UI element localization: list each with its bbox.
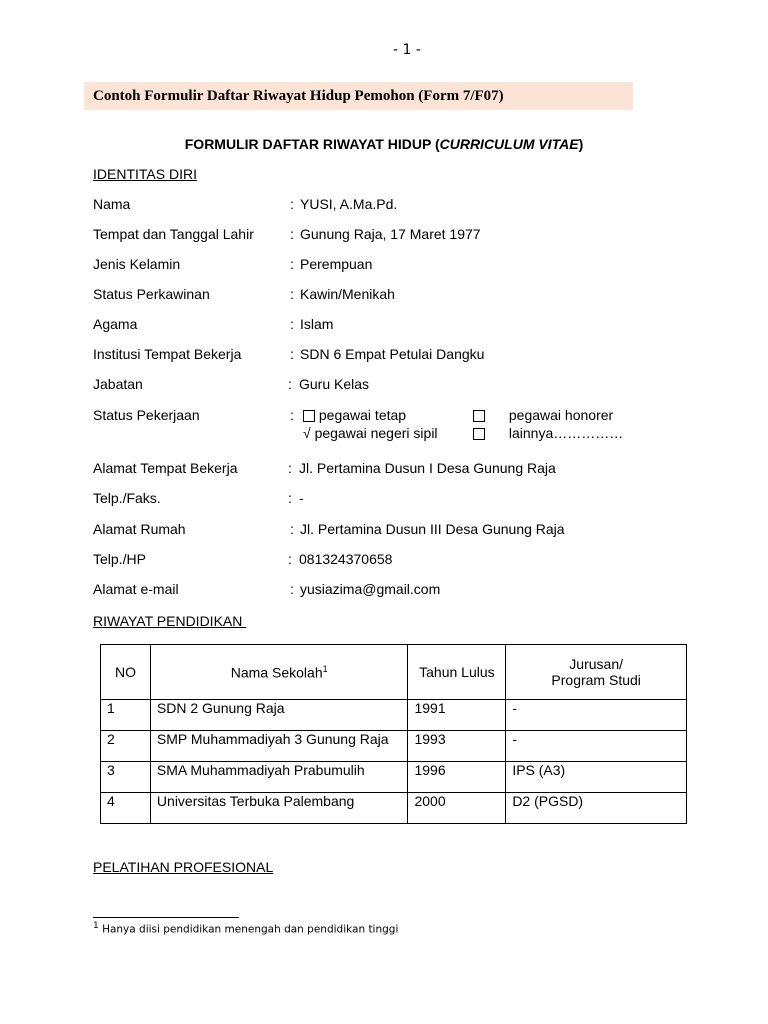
form-title-italic: CURRICULUM VITAE xyxy=(439,136,579,152)
email-label: Alamat e-mail xyxy=(93,581,179,597)
table-row xyxy=(101,793,687,824)
form-title-prefix: FORMULIR DAFTAR RIWAYAT HIDUP ( xyxy=(184,136,440,152)
jk-colon: : xyxy=(290,256,294,272)
nama-label: Nama xyxy=(93,196,131,212)
jabatan-label: Jabatan xyxy=(93,376,143,392)
footnote-ref: 1 xyxy=(322,663,328,674)
form-title xyxy=(0,136,768,152)
jabatan-value: Guru Kelas xyxy=(299,376,370,392)
cell-nama-sekolah: Universitas Terbuka Palembang xyxy=(150,793,408,824)
cell-nama-sekolah: SMP Muhammadiyah 3 Gunung Raja xyxy=(150,731,408,762)
status-pekerjaan-label: Status Pekerjaan xyxy=(93,407,200,423)
option-pns-label: √ pegawai negeri sipil xyxy=(303,425,438,441)
institusi-value: SDN 6 Empat Petulai Dangku xyxy=(300,346,485,362)
cell-no: 1 xyxy=(101,700,151,731)
cell-nama-sekolah: SDN 2 Gunung Raja xyxy=(150,700,408,731)
cell-tahun: 2000 xyxy=(408,793,506,824)
option-lainnya-label: lainnya…………… xyxy=(508,425,624,441)
status-kawin-value: Kawin/Menikah xyxy=(300,286,395,302)
header-jurusan xyxy=(506,645,687,700)
status-kawin-label: Status Perkawinan xyxy=(93,286,210,302)
option-pegawai-honorer-label: pegawai honorer xyxy=(508,407,614,423)
cell-nama-sekolah: SMA Muhammadiyah Prabumulih xyxy=(150,762,408,793)
page-number: - 1 - xyxy=(393,42,421,58)
table-row xyxy=(101,762,687,793)
telp-faks-label: Telp./Faks. xyxy=(93,490,161,506)
alamat-kerja-label: Alamat Tempat Bekerja xyxy=(93,460,238,476)
jk-label: Jenis Kelamin xyxy=(93,256,181,272)
ttl-colon: : xyxy=(290,226,294,242)
education-heading: RIWAYAT PENDIDIKAN xyxy=(93,613,247,629)
jk-value: Perempuan xyxy=(300,256,373,272)
telp-faks-value: - xyxy=(299,490,304,506)
cell-no: 3 xyxy=(101,762,151,793)
telp-hp-label: Telp./HP xyxy=(93,551,146,567)
option-pegawai-honorer xyxy=(473,407,613,423)
header-nama-sekolah-label: Nama Sekolah xyxy=(230,664,323,681)
education-table xyxy=(100,644,687,824)
agama-value: Islam xyxy=(300,316,334,332)
ttl-value: Gunung Raja, 17 Maret 1977 xyxy=(300,226,481,242)
alamat-rumah-label: Alamat Rumah xyxy=(93,521,186,537)
nama-value: YUSI, A.Ma.Pd. xyxy=(300,196,398,212)
institusi-colon: : xyxy=(290,346,294,362)
nama-colon: : xyxy=(290,196,294,212)
agama-label: Agama xyxy=(93,316,138,332)
status-kawin-colon: : xyxy=(290,286,294,302)
training-heading: PELATIHAN PROFESIONAL xyxy=(93,859,274,875)
agama-colon: : xyxy=(290,316,294,332)
footnote-divider xyxy=(93,917,239,918)
cell-tahun: 1996 xyxy=(408,762,506,793)
header-jurusan-line1: Jurusan/ xyxy=(569,656,623,672)
table-row xyxy=(101,700,687,731)
option-pegawai-tetap xyxy=(303,407,406,423)
email-value: yusiazima@gmail.com xyxy=(300,581,441,597)
checkbox-icon xyxy=(473,410,485,422)
option-lainnya xyxy=(473,425,623,441)
cell-jurusan: - xyxy=(506,700,687,731)
cell-jurusan: IPS (A3) xyxy=(506,762,687,793)
status-pekerjaan-colon: : xyxy=(290,407,294,423)
cell-no: 4 xyxy=(101,793,151,824)
footnote-text: Hanya diisi pendidikan menengah dan pendidikan tinggi xyxy=(98,923,399,936)
telp-faks-colon: : xyxy=(288,490,292,506)
form-code-banner-text: Contoh Formulir Daftar Riwayat Hidup Pemohon (Form 7/F07) xyxy=(93,88,504,104)
alamat-kerja-value: Jl. Pertamina Dusun I Desa Gunung Raja xyxy=(299,460,556,476)
header-no: NO xyxy=(101,645,151,700)
cell-tahun: 1993 xyxy=(408,731,506,762)
cell-tahun: 1991 xyxy=(408,700,506,731)
ttl-label: Tempat dan Tanggal Lahir xyxy=(93,226,254,242)
checkbox-icon xyxy=(303,410,315,422)
cell-jurusan: D2 (PGSD) xyxy=(506,793,687,824)
telp-hp-colon: : xyxy=(288,551,292,567)
alamat-rumah-value: Jl. Pertamina Dusun III Desa Gunung Raja xyxy=(300,521,565,537)
table-header-row xyxy=(101,645,687,700)
institusi-label: Institusi Tempat Bekerja xyxy=(93,346,242,362)
cell-jurusan: - xyxy=(506,731,687,762)
footnote-mark: 1 xyxy=(93,921,99,931)
alamat-rumah-colon: : xyxy=(290,521,294,537)
telp-hp-value: 081324370658 xyxy=(299,551,393,567)
checkbox-icon xyxy=(473,428,485,440)
email-colon: : xyxy=(290,581,294,597)
cell-no: 2 xyxy=(101,731,151,762)
header-tahun-lulus: Tahun Lulus xyxy=(408,645,506,700)
table-row xyxy=(101,731,687,762)
alamat-kerja-colon: : xyxy=(288,460,292,476)
header-nama-sekolah xyxy=(150,645,408,700)
header-jurusan-line2: Program Studi xyxy=(551,672,641,688)
footnote xyxy=(93,921,398,936)
jabatan-colon: : xyxy=(288,376,292,392)
identity-heading: IDENTITAS DIRI xyxy=(93,166,197,182)
form-title-suffix: ) xyxy=(578,136,584,152)
option-pegawai-tetap-label: pegawai tetap xyxy=(318,407,407,423)
